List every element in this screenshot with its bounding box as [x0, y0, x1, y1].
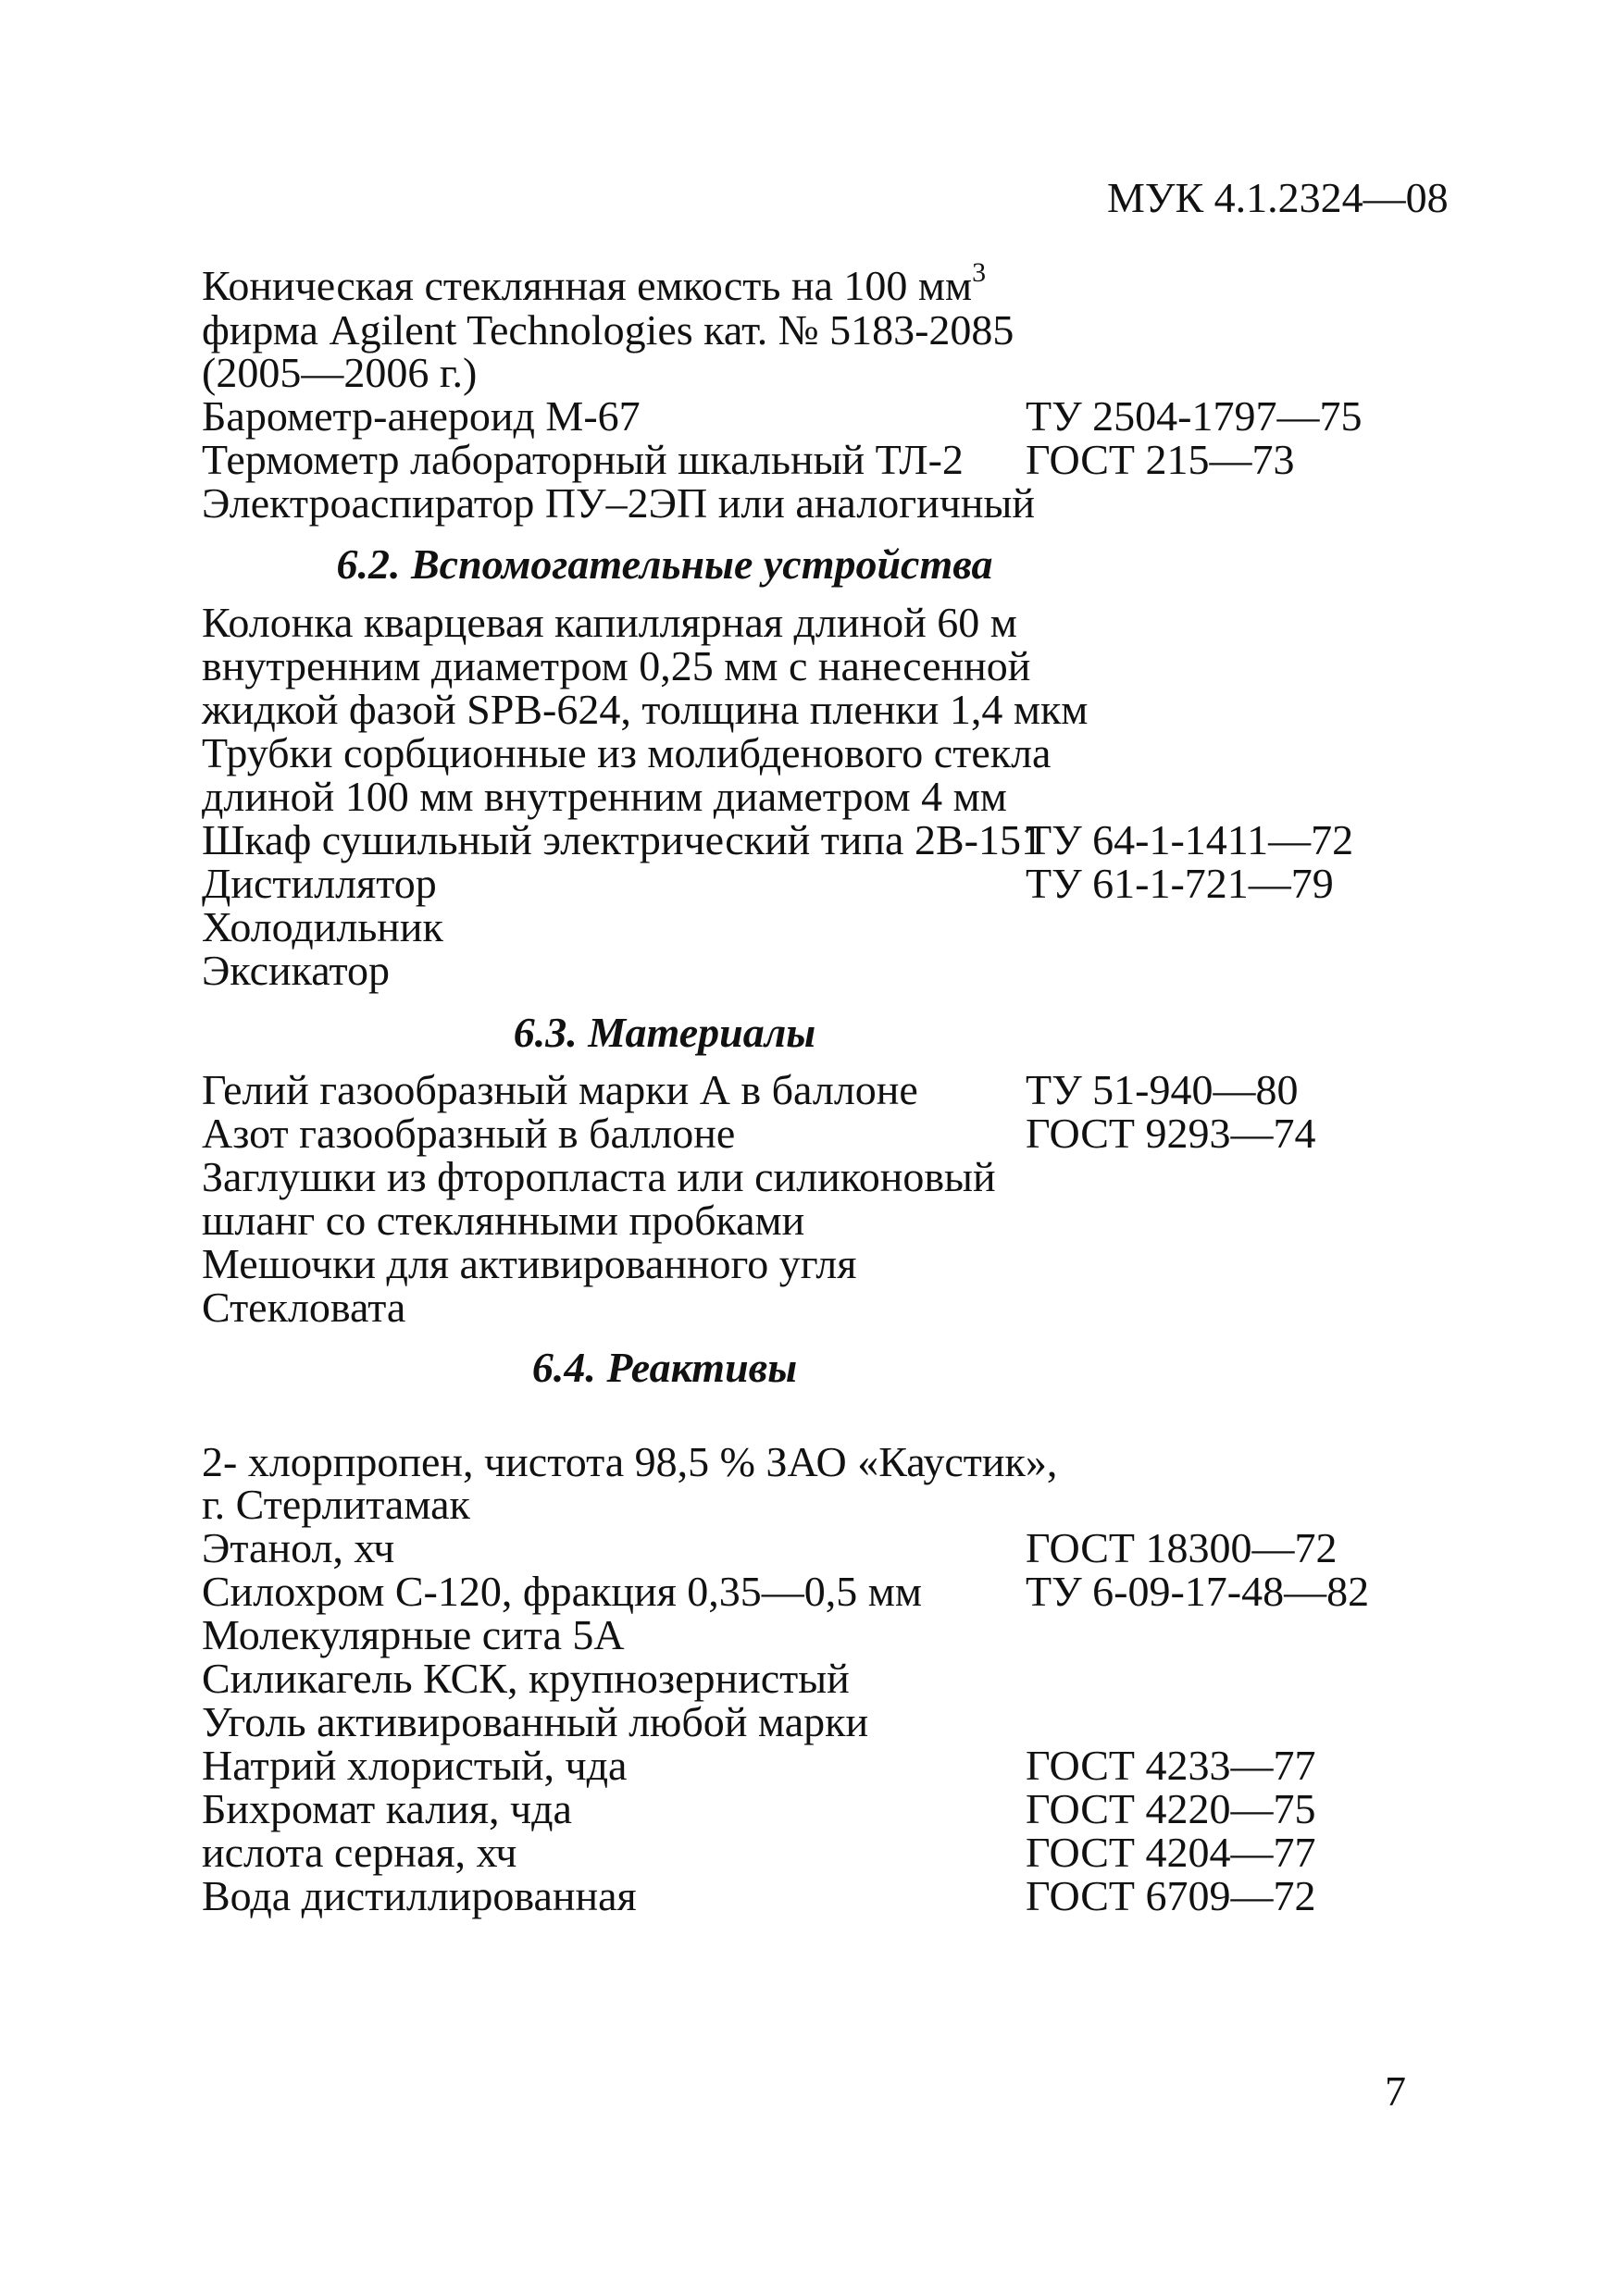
- list-item: Азот газообразный в баллоне: [202, 1110, 736, 1157]
- list-item: Молекулярные сита 5А: [202, 1611, 625, 1658]
- list-item: г. Стерлитамак: [202, 1481, 470, 1528]
- document-code: МУК 4.1.2324—08: [1107, 174, 1449, 221]
- list-item: шланг со стеклянными пробками: [202, 1197, 805, 1244]
- list-item: Трубки сорбционные из молибденового стекла: [202, 729, 1052, 776]
- list-item: Колонка кварцевая капиллярная длиной 60 м: [202, 599, 1017, 646]
- list-item: Заглушки из фторопласта или силиконовый: [202, 1153, 996, 1200]
- standard-reference: ГОСТ 4220—75: [1026, 1785, 1316, 1832]
- list-item: Стекловата: [202, 1284, 406, 1331]
- list-item: (2005—2006 г.): [202, 349, 478, 396]
- list-item: Этанол, хч: [202, 1524, 395, 1571]
- standard-reference: ТУ 2504-1797—75: [1026, 392, 1363, 440]
- standard-reference: ТУ 64-1-1411—72: [1026, 816, 1354, 863]
- list-item: внутренним диаметром 0,25 мм с нанесенной: [202, 642, 1031, 689]
- list-item: Натрий хлористый, чда: [202, 1742, 628, 1789]
- standard-reference: ТУ 61-1-721—79: [1026, 860, 1334, 907]
- list-item: ислота серная, хч: [202, 1829, 517, 1876]
- standard-reference: ГОСТ 6709—72: [1026, 1872, 1316, 1919]
- page-number: 7: [1385, 2067, 1406, 2115]
- list-item: фирма Agilent Technologies кат. № 5183-2085: [202, 306, 1014, 354]
- section-heading: 6.2. Вспомогательные устройства: [336, 540, 993, 588]
- standard-reference: ГОСТ 215—73: [1026, 436, 1295, 483]
- standard-reference: ГОСТ 4204—77: [1026, 1829, 1316, 1876]
- list-item: Дистиллятор: [202, 860, 437, 907]
- list-item: Шкаф сушильный электрический типа 2В-151: [202, 816, 1042, 863]
- standard-reference: ГОСТ 9293—74: [1026, 1110, 1316, 1157]
- list-item: Термометр лабораторный шкальный ТЛ-2: [202, 436, 964, 483]
- list-item: Холодильник: [202, 903, 443, 950]
- list-item: длиной 100 мм внутренним диаметром 4 мм: [202, 773, 1007, 820]
- list-item: Силохром С-120, фракция 0,35—0,5 мм: [202, 1568, 923, 1615]
- list-item: Эксикатор: [202, 947, 390, 994]
- list-item: Бихромат калия, чда: [202, 1785, 572, 1832]
- list-item: 2- хлорпропен, чистота 98,5 % ЗАО «Каустик»,: [202, 1438, 1058, 1485]
- superscript: 3: [972, 256, 987, 288]
- list-item: жидкой фазой SPB-624, толщина пленки 1,4 мкм: [202, 686, 1089, 733]
- list-item: Мешочки для активированного угля: [202, 1240, 857, 1287]
- section-heading: 6.4. Реактивы: [531, 1344, 798, 1391]
- list-item: Уголь активированный любой марки: [202, 1698, 869, 1745]
- standard-reference: ТУ 51-940—80: [1026, 1066, 1299, 1113]
- standard-reference: ГОСТ 4233—77: [1026, 1742, 1316, 1789]
- list-item: Силикагель КСК, крупнозернистый: [202, 1655, 850, 1702]
- list-item: Барометр-анероид М-67: [202, 392, 641, 440]
- list-item: Коническая стеклянная емкость на 100 $мм^3$: [202, 256, 987, 309]
- list-item: Гелий газообразный марки А в баллоне: [202, 1066, 918, 1113]
- standard-reference: ТУ 6-09-17-48—82: [1026, 1568, 1370, 1615]
- section-heading: 6.3. Материалы: [513, 1009, 816, 1056]
- list-item: Вода дистиллированная: [202, 1872, 637, 1919]
- standard-reference: ГОСТ 18300—72: [1026, 1524, 1338, 1571]
- list-item: Электроаспиратор ПУ–2ЭП или аналогичный: [202, 479, 1035, 527]
